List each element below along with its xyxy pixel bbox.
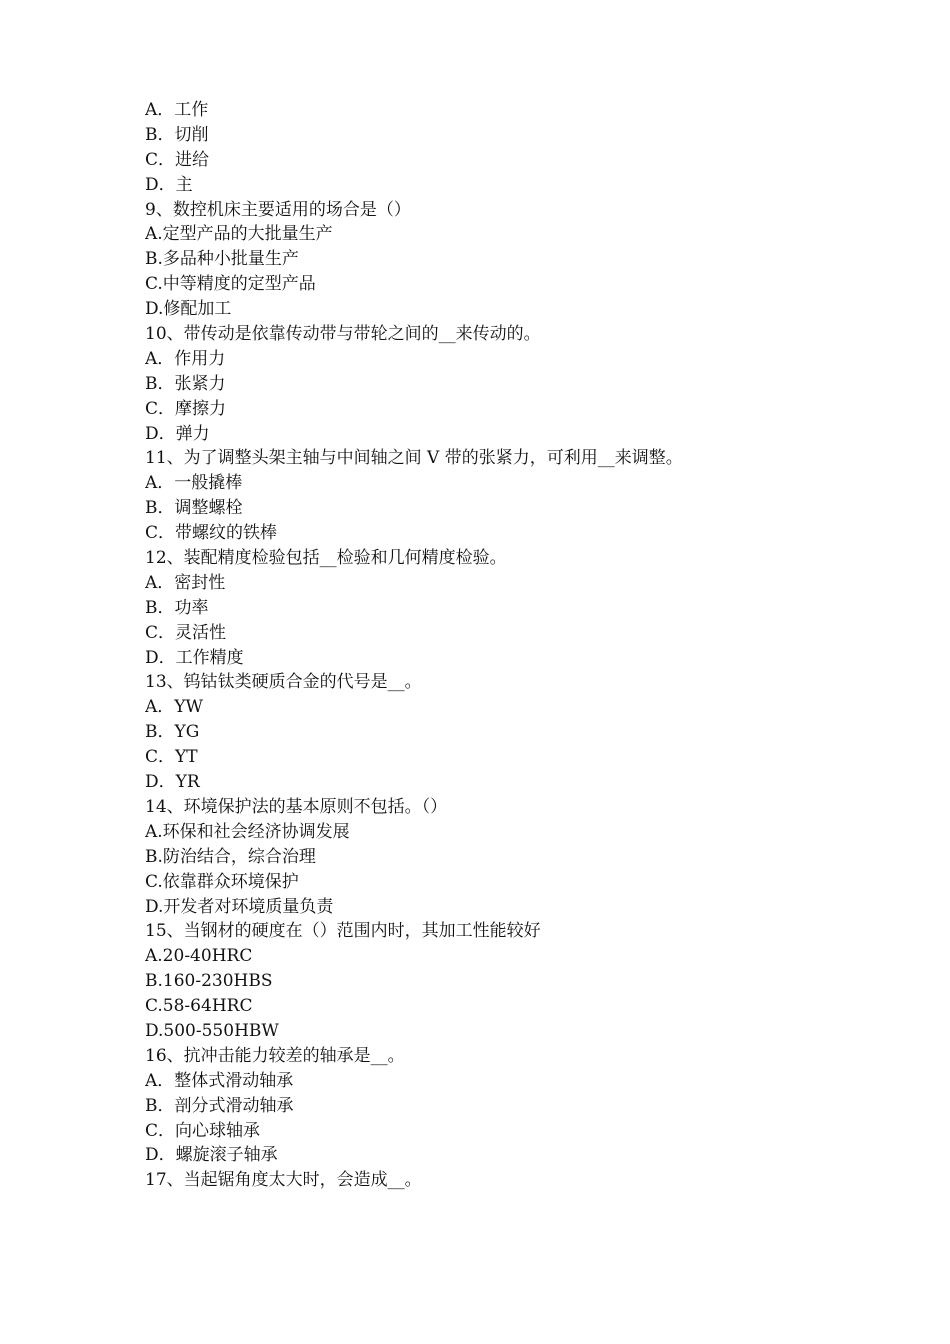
option-line: C．摩擦力 [145,398,227,419]
option-line: D．主 [145,174,193,195]
option-line: C．进给 [145,149,210,170]
option-line: D．工作精度 [145,647,244,668]
option-line: A．密封性 [145,572,226,593]
option-line: A．工作 [145,100,209,120]
option-line: A.定型产品的大批量生产 [145,224,333,245]
question-16: 16、抗冲击能力较差的轴承是__。 [145,1045,405,1066]
option-line: C.58-64HRC [145,996,253,1017]
option-line: D.修配加工 [145,299,232,320]
option-line: A．YW [145,697,203,718]
option-line: A.20-40HRC [145,946,253,967]
question-11: 11、为了调整头架主轴与中间轴之间 V 带的张紧力，可利用__来调整。 [145,448,683,469]
option-line: D．YR [145,772,200,793]
option-line: D．弹力 [145,423,210,444]
option-line: A．整体式滑动轴承 [145,1070,294,1091]
option-line: C.依靠群众环境保护 [145,871,299,892]
option-line: D.500-550HBW [145,1020,279,1041]
option-line: D．螺旋滚子轴承 [145,1145,278,1166]
option-line: C．向心球轴承 [145,1120,261,1141]
option-line: B．功率 [145,597,209,618]
option-line: C．灵活性 [145,622,227,643]
question-9: 9、数控机床主要适用的场合是（） [145,199,411,220]
option-line: B．张紧力 [145,373,226,394]
option-line: C．YT [145,747,198,768]
option-line: B．YG [145,722,200,743]
option-line: B．切削 [145,124,209,145]
question-12: 12、装配精度检验包括__检验和几何精度检验。 [145,548,507,569]
option-line: A．一般撬棒 [145,473,243,494]
option-line: A．作用力 [145,348,226,369]
option-line: B．剖分式滑动轴承 [145,1095,294,1116]
option-line: D.开发者对环境质量负责 [145,896,334,917]
option-line: A.环保和社会经济协调发展 [145,821,350,842]
question-list [145,98,845,1193]
option-line: B.多品种小批量生产 [145,249,299,270]
option-line: B．调整螺栓 [145,498,243,519]
question-17: 17、当起锯角度太大时，会造成__。 [145,1170,422,1191]
option-line: C.中等精度的定型产品 [145,274,316,295]
question-13: 13、钨钴钛类硬质合金的代号是__。 [145,672,422,693]
option-line: B.防治结合，综合治理 [145,846,316,867]
option-line: B.160-230HBS [145,971,273,992]
question-14: 14、环境保护法的基本原则不包括。（） [145,796,448,817]
option-line: C．带螺纹的铁棒 [145,523,278,544]
question-15: 15、当钢材的硬度在（）范围内时，其加工性能较好 [145,921,541,942]
question-10: 10、带传动是依靠传动带与带轮之间的__来传动的。 [145,324,541,345]
